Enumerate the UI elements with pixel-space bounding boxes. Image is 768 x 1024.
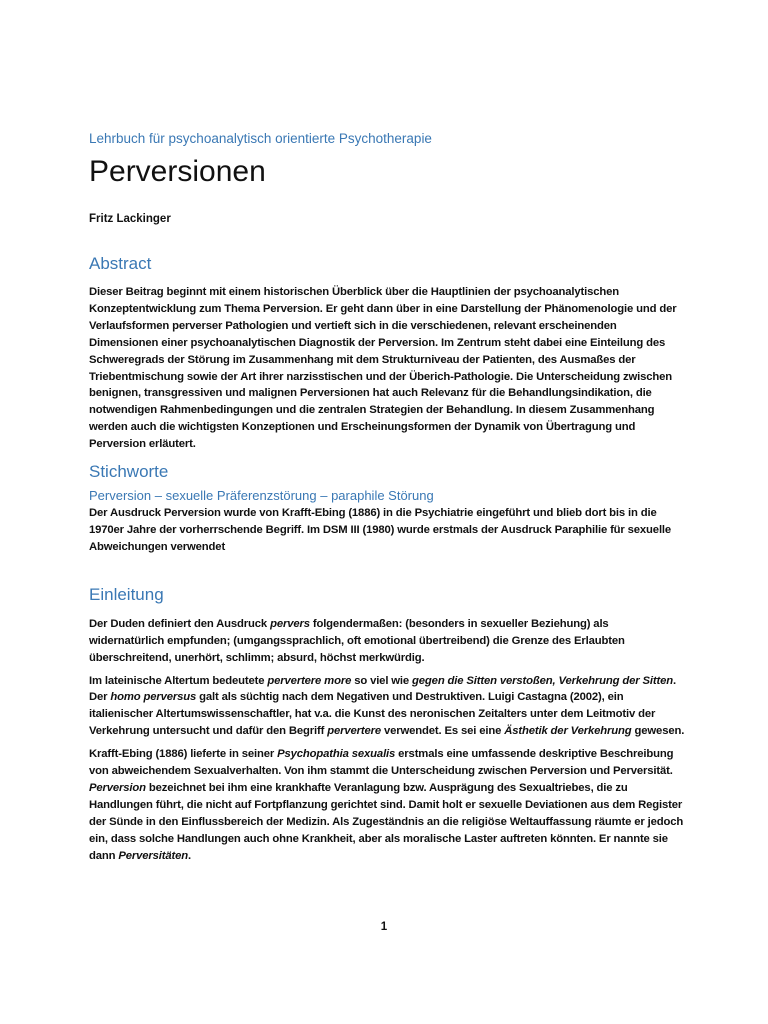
abstract-heading: Abstract	[89, 254, 152, 273]
keywords-section-heading: Stichworte	[89, 462, 169, 482]
text-run: .	[188, 849, 192, 862]
text-run: galt als süchtig nach dem Negativen und Destruktiven. Luigi Castagna (2002), ein italienischer Altertumswissenschaftler, hat v.a. die Kunst des neronischen Zeitalters unter dem Leitmotiv der Verkehrung untersucht und dafür den Begriff	[89, 691, 656, 738]
italic-term: Perversion	[89, 781, 146, 794]
text-run: bezeichnet bei ihm eine krankhafte Veranlagung bzw. Ausprägung des Sexualtriebes, die zu Handlungen führt, die nicht auf Fortpflanzung gerichtet sind. Damit holt er sexuelle Deviationen aus dem Register der Sünde in den Einflussbereich der Medizin. Als Zugeständnis an die religiöse Weltauffassung räumte er jedoch ein, dass solche Handlungen auch ohne Krankheit, aber als moralische Laster auftreten könnten. Er nannte sie dann	[89, 781, 684, 862]
text-run: Krafft-Ebing (1886) lieferte in seiner	[89, 748, 278, 761]
abstract-paragraph: Dieser Beitrag beginnt mit einem historischen Überblick über die Hauptlinien der psychoanalytischen Konzeptentwicklung zum Thema Perversion. Er geht dann über in eine Darstellung der Phänomenologie und der Verlaufsformen perverser Pathologien und vertieft sich in die verschiedenen, relevant erscheinenden Dimensionen einer psychoanalytischen Diagnostik der Perversion. Im Zentrum steht dabei eine Einteilung des Schweregrads der Störung im Zusammenhang mit dem Strukturniveau der Patienten, des Ausmaßes der Triebentmischung sowie der Art ihrer narzisstischen und der Überich-Pathologie. Die Unterscheidung zwischen benignen, transgressiven und malignen Perversionen hat auch Relevanz für die Behandlungsindikation, die notwendigen Rahmenbedingungen und die zentralen Strategien der Behandlung. In diesem Zusammenhang werden auch die wichtigsten Konzeptionen und Erscheinungsformen der Dynamik von Übertragung und Perversion erläutert.	[89, 286, 677, 451]
text-run: Der Duden definiert den Ausdruck	[89, 617, 271, 630]
introduction-paragraph-3	[89, 746, 685, 864]
text-run: . Der	[89, 674, 676, 704]
italic-term: Ästhetik der Verkehrung	[504, 725, 632, 738]
italic-term: pervers	[270, 617, 310, 630]
text-run: verwendet. Es sei eine	[380, 725, 505, 738]
page-number: 1	[380, 921, 388, 933]
italic-term: Psychopathia sexualis	[277, 748, 396, 761]
italic-term: pervertere	[327, 725, 381, 738]
book-subtitle: Lehrbuch für psychoanalytisch orientierte Psychotherapie	[89, 131, 432, 146]
keywords-subheading: Perversion – sexuelle Präferenzstörung – paraphile Störung	[89, 488, 434, 504]
text-run: so viel wie	[351, 674, 413, 687]
document-title: Perversionen	[89, 155, 266, 188]
introduction-paragraph-2	[89, 673, 685, 741]
introduction-paragraph-1	[89, 616, 685, 667]
italic-term: homo perversus	[110, 691, 197, 704]
italic-term: pervertere more	[267, 674, 352, 687]
text-run: erstmals eine umfassende deskriptive Beschreibung von abweichendem Sexualverhalten. Von ihm stammt die Unterscheidung zwischen Perversion und Perversität.	[89, 748, 674, 778]
italic-term: gegen die Sitten verstoßen, Verkehrung der Sitten	[412, 674, 673, 687]
keywords-paragraph: Der Ausdruck Perversion wurde von Krafft-Ebing (1886) in die Psychiatrie eingeführt und blieb dort bis in die 1970er Jahre der vorherrschende Begriff. Im DSM III (1980) wurde erstmals der Ausdruck Paraphilie für sexuelle Abweichungen verwendet	[89, 507, 672, 553]
page-content	[89, 128, 685, 864]
author-name: Fritz Lackinger	[89, 213, 171, 225]
introduction-heading: Einleitung	[89, 584, 164, 604]
text-run: Im lateinische Altertum bedeutete	[89, 674, 268, 687]
text-run: folgendermaßen: (besonders in sexueller Beziehung) als widernatürlich empfunden; (umgangssprachlich, oft emotional übertreibend) die Grenze des Erlaubten überschreitend, unerhört, schlimm; absurd, höchst merkwürdig.	[89, 617, 625, 664]
italic-term: Perversitäten	[118, 849, 189, 862]
text-run: gewesen.	[631, 725, 685, 738]
